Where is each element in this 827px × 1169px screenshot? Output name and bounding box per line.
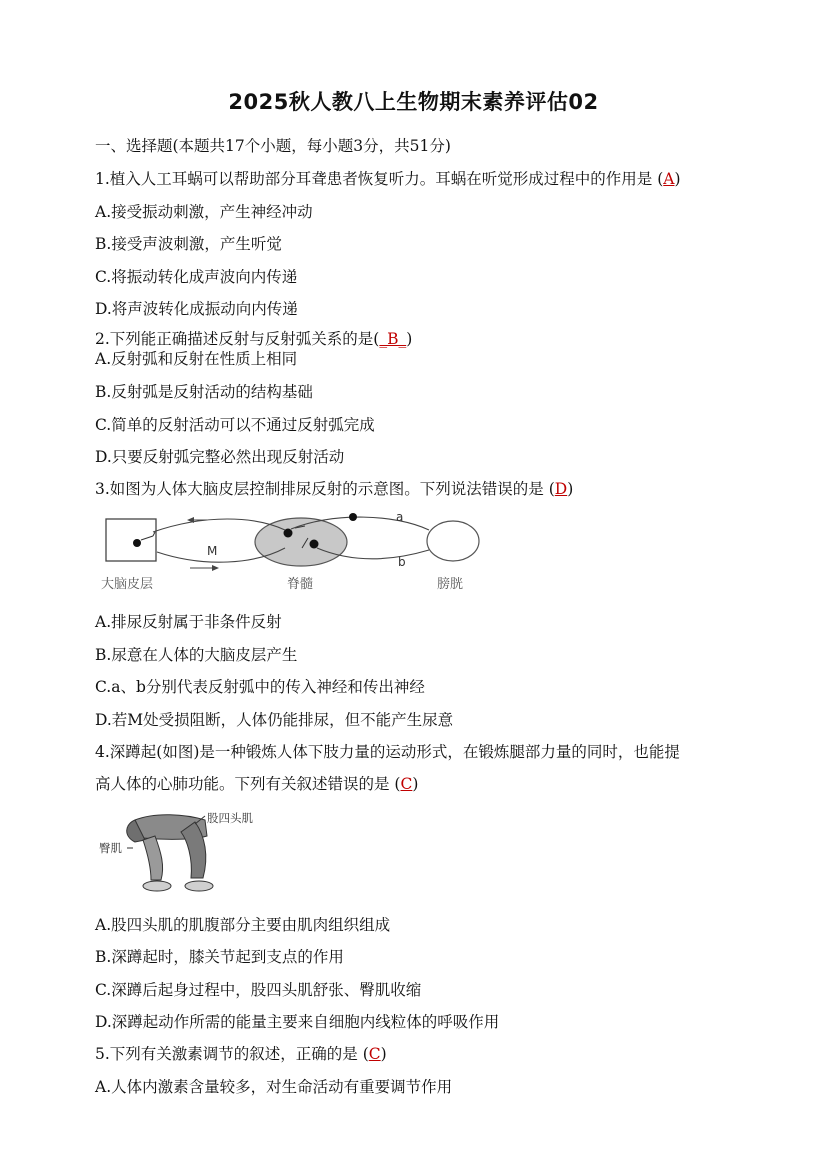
question-5-stem (95, 1043, 387, 1065)
sensory-neuron-body (349, 513, 357, 521)
bracket-close: ) (567, 480, 574, 498)
answer: D (554, 480, 568, 498)
option: B.尿意在人体的大脑皮层产生 (95, 646, 298, 664)
option: C.a、b分别代表反射弧中的传入神经和传出神经 (95, 678, 425, 696)
question-1-stem (95, 168, 681, 190)
answer: C (400, 775, 413, 793)
calf-shape (143, 836, 163, 880)
option: B.深蹲起时，膝关节起到支点的作用 (95, 948, 344, 966)
answer: C (368, 1045, 381, 1063)
option: D.将声波转化成振动向内传递 (95, 300, 298, 318)
shoe-icon (185, 881, 213, 891)
answer: A (663, 170, 675, 188)
option: A.股四头肌的肌腹部分主要由肌肉组织组成 (95, 916, 391, 934)
bracket-close: ) (380, 1045, 387, 1063)
option: D.深蹲起动作所需的能量主要来自细胞内线粒体的呼吸作用 (95, 1013, 500, 1031)
option: A.反射弧和反射在性质上相同 (95, 350, 298, 368)
neuron-body (310, 540, 319, 549)
option: D.若M处受损阻断，人体仍能排尿，但不能产生尿意 (95, 711, 454, 729)
label-M: M (207, 544, 218, 558)
option: A.接受振动刺激，产生神经冲动 (95, 203, 313, 221)
question-2-stem (95, 328, 412, 350)
option: C.简单的反射活动可以不通过反射弧完成 (95, 416, 375, 434)
label-spine: 脊髓 (287, 577, 314, 592)
reflex-arc-diagram (95, 508, 495, 596)
option: C.深蹲后起身过程中，股四头肌舒张、臀肌收缩 (95, 981, 422, 999)
bracket-close: ) (412, 775, 419, 793)
label-glute: 臀肌 (99, 841, 122, 855)
answer: _B_ (379, 330, 407, 348)
squat-figure (95, 806, 285, 898)
page-title: 2025秋人教八上生物期末素养评估02 (228, 90, 599, 114)
option: D.只要反射弧完整必然出现反射活动 (95, 448, 345, 466)
question-3-stem (95, 478, 573, 500)
question-text: 3.如图为人体大脑皮层控制排尿反射的示意图。下列说法错误的是 ( (95, 480, 555, 498)
neuron-body (133, 539, 141, 547)
label-quad: 股四头肌 (207, 811, 253, 825)
question-4-stem-line2 (95, 773, 418, 795)
option: A.人体内激素含量较多，对生命活动有重要调节作用 (95, 1078, 453, 1096)
bladder-ellipse (427, 521, 479, 561)
synapse-mark (141, 532, 155, 540)
question-text: 5.下列有关激素调节的叙述，正确的是 ( (95, 1045, 369, 1063)
question-4-stem-line1: 4.深蹲起(如图)是一种锻炼人体下肢力量的运动形式，在锻炼腿部力量的同时，也能提 (95, 743, 680, 761)
shoe-icon (143, 881, 171, 891)
label-brain: 大脑皮层 (101, 577, 154, 592)
question-text: 1.植入人工耳蜗可以帮助部分耳聋患者恢复听力。耳蜗在听觉形成过程中的作用是 ( (95, 170, 664, 188)
question-text: 2.下列能正确描述反射与反射弧关系的是( (95, 330, 380, 348)
option: A.排尿反射属于非条件反射 (95, 613, 282, 631)
option: B.反射弧是反射活动的结构基础 (95, 383, 313, 401)
label-b: b (398, 555, 406, 569)
bracket-close: ) (406, 330, 413, 348)
bracket-close: ) (674, 170, 681, 188)
label-a: a (396, 510, 404, 524)
section-heading: 一、选择题(本题共17个小题，每小题3分，共51分) (95, 137, 451, 155)
label-bladder: 膀胱 (437, 577, 464, 592)
option: C.将振动转化成声波向内传递 (95, 268, 298, 286)
question-text: 高人体的心肺功能。下列有关叙述错误的是 ( (95, 775, 401, 793)
option: B.接受声波刺激，产生听觉 (95, 235, 282, 253)
brain-box (106, 519, 156, 561)
arrow-head-icon (212, 565, 219, 571)
